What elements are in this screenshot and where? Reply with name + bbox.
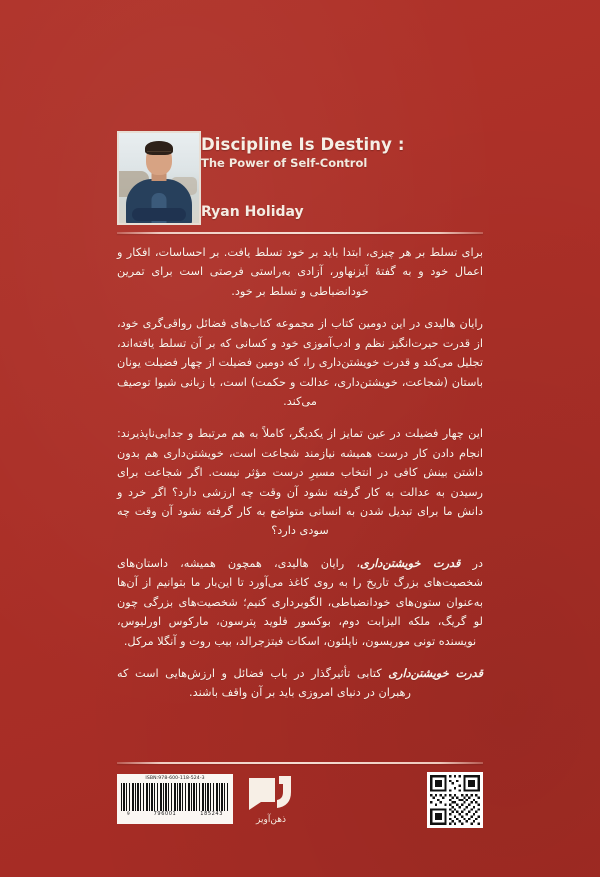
blurb-text [117, 243, 483, 703]
blurb-paragraph-3: این چهار فضیلت در عین تمایز از یکدیگر، کاملاً به هم مرتبط و جدایی‌ناپذیرند: انجام دادن کار درست همیشه نیازمند شجاعت است، خویشتن‌داری هم بدون داشتن بینش کافی در انتخاب مسیرِ درست مؤثر نیست. اگر شجاعت برای رسیدن به عدالت به کار گرفته نشود آن وقت چه ارزشی دارد؟ اگر خرد و دانش ما برای تبدیل شدن به انسانی متواضع به کار گرفته نشود آن وقت چه سودی دارد؟ [117, 427, 483, 538]
blurb-paragraph-2: رایان هالیدی در این دومین کتاب از مجموعه کتاب‌های فضائل رواقی‌گری خود، از قدرت حیرت‌انگیز نظم و ادب‌آموزی خود و کسانی که بر آن تسلط یافته‌اند، تجلیل می‌کند و قدرت خویشتن‌داری را، که دومین فضیلت از چهار فضیلت یونان باستان (شجاعت، خویشتن‌داری، عدالت و حکمت) است، با زبانی شیوا توصیف می‌کند. [117, 317, 483, 408]
blurb-paragraph-5 [117, 664, 483, 703]
glasses-icon [147, 151, 171, 158]
paragraph-5-rest: کتابی تأثیرگذار در باب فضائل و ارزش‌هایی است که رهبران در دنیای امروزی باید بر آن واقف باشند. [117, 667, 411, 700]
isbn-text: ISBN:978-600-118-524-3 [145, 776, 205, 781]
divider-top [117, 232, 483, 234]
paragraph-4-rest: ، رایان هالیدی، همچون همیشه، داستان‌های شخصیت‌های بزرگ تاریخ را به روی کاغذ می‌آورد تا این‌بار ما بتوانیم از آن‌ها به‌عنوان ستون‌های خودانضباطی، الگوبرداری کنیم؛ شخصیت‌های بزرگی چون لو گریگ، ملکه الیزابت دوم، بوکسور فلوید پترسون، مارکوس اورلیوس، نویسنده تونی موریسون، ناپلئون، اسکات فیتزجرالد، بیب روت و آنگلا مرکل. [117, 556, 483, 648]
publisher-name: ذهن‌آویز [256, 815, 286, 825]
barcode-lead-digit: 9 [127, 810, 130, 816]
barcode-digits [121, 811, 229, 817]
paragraph-5-book-title-italic: قدرت خویشتن‌داری [388, 667, 483, 681]
publisher-mark-icon [245, 772, 297, 814]
barcode-left-digits: 796001 [153, 810, 177, 817]
book-author: Ryan Holiday [201, 204, 304, 221]
blurb-paragraph-1: برای تسلط بر هر چیزی، ابتدا باید بر خود تسلط یافت. بر احساسات، افکار و اعمال خود و به گفتهٔ آیزنهاور، آزادی به‌راستی فرصتی است برای تمرین خودانضباطی و تسلط بر خود. [117, 246, 483, 298]
barcode [117, 774, 233, 824]
barcode-bars [121, 783, 229, 811]
blurb-paragraph-4 [117, 554, 483, 651]
divider-bottom [117, 762, 483, 764]
cover-footer [117, 772, 483, 834]
photo-folded-arms [132, 208, 186, 221]
cover-header [117, 131, 483, 229]
book-subtitle: The Power of Self-Control [201, 156, 368, 171]
paragraph-4-book-title-italic: قدرت خویشتن‌داری [359, 556, 461, 570]
title-block [201, 131, 483, 220]
book-title: Discipline Is Destiny : [201, 135, 405, 154]
barcode-right-digits: 185243 [200, 810, 223, 817]
author-photo [117, 131, 201, 225]
paragraph-4-prefix: در [460, 556, 483, 570]
publisher-logo [245, 772, 297, 830]
qr-code[interactable] [427, 772, 483, 828]
